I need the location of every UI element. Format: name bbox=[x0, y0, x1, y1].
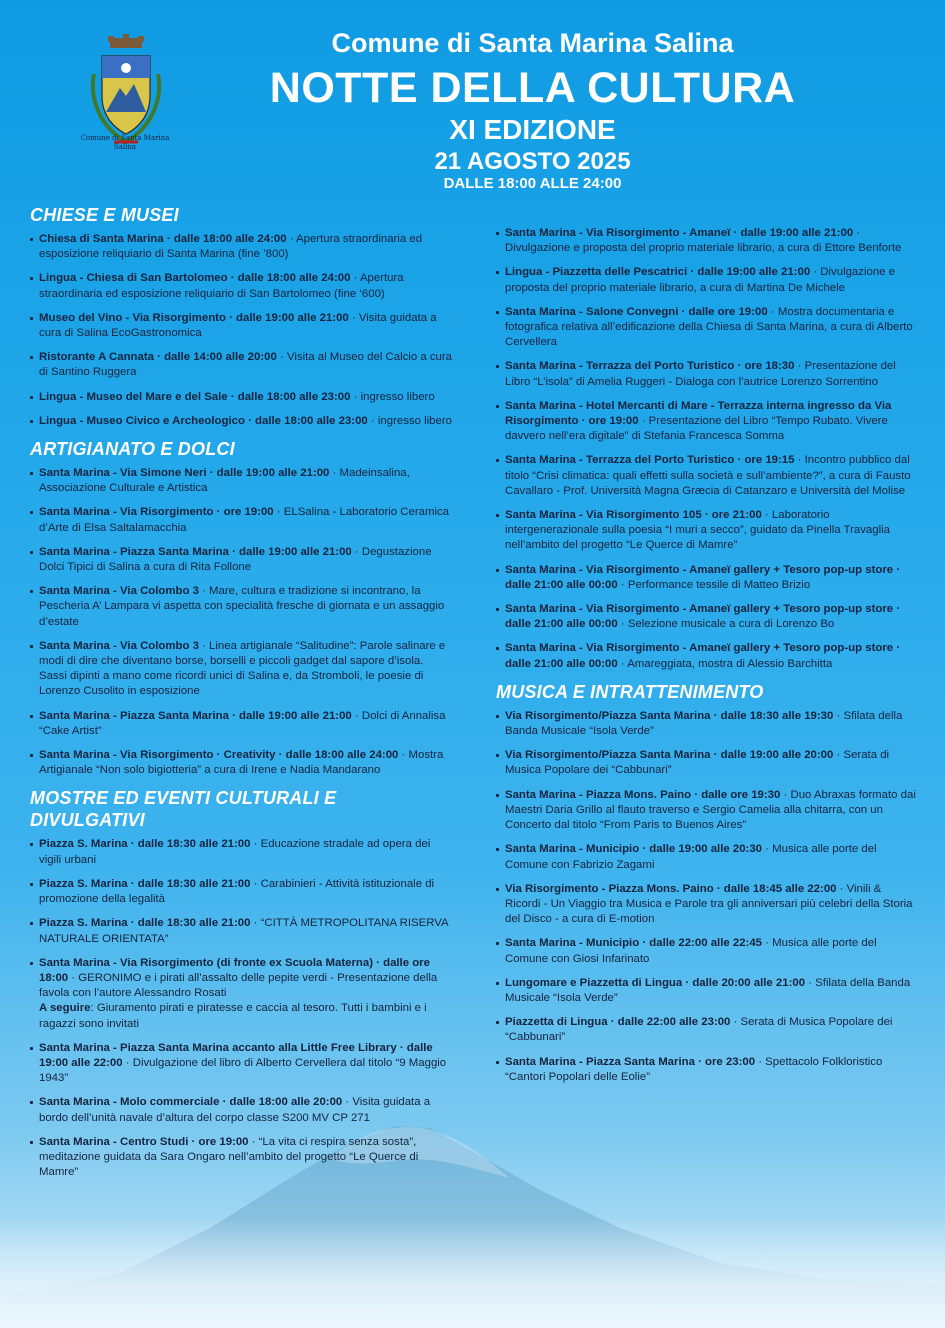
event-item bbox=[28, 1041, 453, 1087]
event-description: · Linea artigianale “Salitudine”: Parole salinare e modi di dire che diventano borse, borselli e piccoli gadget dal sapore d’isola. Sassi dipinti a mano come ricordi unici di Salina e, da Stromboli, le poesie di Lorenzo Cusolito in esposizione bbox=[39, 639, 446, 698]
event-time: DALLE 18:00 ALLE 24:00 bbox=[443, 175, 622, 192]
event-description: · Educazione stradale ad opera dei vigili urbani bbox=[39, 838, 431, 866]
event-description: · Visita al Museo del Calcio a cura di Santino Ruggera bbox=[39, 351, 452, 379]
event-place-time: Santa Marina - Via Risorgimento (di fronte ex Scuola Materna) · dalle ore 18:00 bbox=[39, 956, 430, 984]
sea-background bbox=[0, 1218, 945, 1328]
event-description: · Apertura straordinaria ed esposizione reliquiario di Santa Marina (fine ’800) bbox=[39, 233, 423, 261]
event-place-time: Santa Marina - Via Risorgimento - Amaneï gallery + Tesoro pop-up store · dalle 21:00 alle 00:00 bbox=[505, 642, 901, 670]
event-item bbox=[494, 508, 919, 554]
event-item bbox=[494, 1055, 919, 1085]
event-description: · Amareggiata, mostra di Alessio Barchitta bbox=[617, 657, 833, 670]
event-item bbox=[494, 882, 919, 928]
crest-caption-line2: Salina bbox=[113, 143, 137, 151]
header bbox=[0, 0, 945, 200]
event-place-time: Piazza S. Marina · dalle 18:30 alle 21:00 bbox=[39, 917, 251, 930]
event-place-time: Via Risorgimento/Piazza Santa Marina · dalle 18:30 alle 19:30 bbox=[505, 709, 834, 722]
right-column bbox=[494, 226, 919, 1094]
event-place-time: Santa Marina - Hotel Mercanti di Mare - Terrazza interna ingresso da Via Risorgimento · ore 19:00 bbox=[505, 399, 892, 428]
event-place-time: Santa Marina - Municipio · dalle 19:00 alle 20:30 bbox=[505, 843, 763, 856]
event-item bbox=[28, 956, 453, 1032]
event-description: · Divulgazione e proposta del proprio materiale librario, a cura di Ettore Benforte bbox=[505, 227, 902, 255]
event-item bbox=[28, 709, 453, 739]
event-description: · Sfilata della Banda Musicale “Isola Verde” bbox=[505, 976, 911, 1004]
event-place-time: Piazza S. Marina · dalle 18:30 alle 21:00 bbox=[39, 838, 251, 851]
event-item bbox=[28, 584, 453, 630]
event-place-time: Santa Marina - Piazza Mons. Paino · dalle ore 19:30 bbox=[505, 788, 781, 801]
event-description: · Degustazione Dolci Tipici di Salina a cura di Rita Follone bbox=[39, 545, 432, 574]
event-place-time: Santa Marina - Via Risorgimento - Amaneï · dalle 19:00 alle 21:00 bbox=[505, 227, 854, 239]
event-item bbox=[494, 226, 919, 256]
event-description: · Mostra documentaria e fotografica relativa all’edificazione della Chiesa di Santa Marina, a cura di Alberto Cervellera bbox=[505, 305, 913, 349]
event-place-time: Santa Marina - Piazza Santa Marina · ore 23:00 bbox=[505, 1055, 756, 1068]
event-item bbox=[28, 350, 453, 380]
event-item bbox=[28, 837, 453, 867]
event-place-time: Santa Marina - Via Risorgimento - Amaneï gallery + Tesoro pop-up store · dalle 21:00 alle 00:00 bbox=[505, 603, 901, 631]
event-place-time: Santa Marina - Molo commerciale · dalle 18:00 alle 20:00 bbox=[39, 1096, 343, 1109]
event-list-chiese bbox=[28, 232, 453, 429]
event-description: · Sfilata della Banda Musicale “Isola Verde” bbox=[505, 709, 903, 738]
event-item bbox=[494, 709, 919, 739]
event-place-time: Via Risorgimento/Piazza Santa Marina · dalle 19:00 alle 20:00 bbox=[505, 749, 834, 762]
event-list-mostre-right bbox=[494, 226, 919, 672]
event-place-time: Piazzetta di Lingua · dalle 22:00 alle 23:00 bbox=[505, 1016, 731, 1029]
event-description: · Dolci di Annalisa “Cake Artist” bbox=[39, 709, 446, 737]
event-list-mostre-left bbox=[28, 837, 453, 1180]
event-place-time: Santa Marina - Centro Studi · ore 19:00 bbox=[39, 1135, 249, 1148]
event-item bbox=[28, 466, 453, 496]
event-date: 21 AGOSTO 2025 bbox=[434, 148, 631, 175]
event-description: · Presentazione del Libro “Tempo Rubato. Vivere davvero nell’era digitale” di Stefania Francesca Somma bbox=[505, 415, 888, 443]
event-item bbox=[494, 265, 919, 295]
event-item bbox=[494, 641, 919, 671]
event-place-time: Lungomare e Piazzetta di Lingua · dalle 20:00 alle 21:00 bbox=[505, 976, 806, 989]
event-place-time: Museo del Vino - Via Risorgimento · dalle 19:00 alle 21:00 bbox=[39, 311, 349, 324]
event-followup-description: : Giuramento pirati e piratesse e caccia al tesoro. Tutti i bambini e i ragazzi sono invitati bbox=[39, 1002, 427, 1030]
event-description: · Laboratorio intergenerazionale sulla poesia “I muri a secco”, guidato da Pinella Travaglia nell’ambito del progetto “Le Querce di Mamre” bbox=[505, 509, 890, 552]
event-item bbox=[28, 505, 453, 535]
event-item bbox=[494, 602, 919, 632]
event-description: · Musica alle porte del Comune con Giosi Infarinato bbox=[505, 937, 877, 965]
event-description: · ingresso libero bbox=[367, 414, 452, 427]
event-item bbox=[494, 305, 919, 351]
event-followup-label: A seguire bbox=[39, 1002, 91, 1015]
event-item bbox=[28, 639, 453, 700]
event-item bbox=[28, 916, 453, 946]
event-list-musica bbox=[494, 709, 919, 1085]
event-item bbox=[28, 877, 453, 907]
event-item bbox=[494, 453, 919, 499]
event-description: · Performance tessile di Matteo Brizio bbox=[617, 578, 811, 591]
event-description: · GERONIMO e i pirati all’assalto delle pepite verdi - Presentazione della favola con l’autore Alessandro Rosati bbox=[39, 971, 438, 1000]
event-description: · Madeinsalina, Associazione Culturale e Artistica bbox=[39, 467, 410, 495]
municipality-name: Comune di Santa Marina Salina bbox=[331, 28, 734, 58]
event-place-time: Lingua - Chiesa di San Bartolomeo · dalle 18:00 alle 24:00 bbox=[39, 272, 351, 285]
event-description: · Serata di Musica Popolare dei “Cabbunari” bbox=[505, 749, 890, 777]
event-description: · Mare, cultura e tradizione si incontrano, la Pescheria A’ Lampara vi aspetta con specialità fresche di giornata e un assaggio d’estate bbox=[39, 585, 445, 628]
event-item bbox=[28, 311, 453, 341]
event-description: · Divulgazione e proposta del proprio materiale librario, a cura di Martina De Michele bbox=[505, 266, 895, 294]
section-title-musica: MUSICA E INTRATTENIMENTO bbox=[496, 681, 764, 702]
event-item bbox=[494, 1015, 919, 1045]
event-description: · “CITTÀ METROPOLITANA RISERVA NATURALE ORIENTATA” bbox=[39, 917, 448, 945]
event-item bbox=[28, 414, 453, 429]
event-description: · Apertura straordinaria ed esposizione reliquiario di San Bartolomeo (fine ‘600) bbox=[39, 272, 404, 300]
event-item bbox=[494, 842, 919, 872]
event-item bbox=[494, 748, 919, 778]
event-place-time: Ristorante A Cannata · dalle 14:00 alle 20:00 bbox=[39, 351, 277, 364]
event-item bbox=[28, 390, 453, 405]
event-title: NOTTE DELLA CULTURA bbox=[269, 64, 796, 112]
event-description: · Duo Abraxas formato dai Maestri Daria Grillo al flauto traverso e Sergio Camelia alla chitarra, con un Concerto dal titolo “From Paris to Buenos Aires” bbox=[505, 788, 916, 832]
event-place-time: Lingua - Piazzetta delle Pescatrici · dalle 19:00 alle 21:00 bbox=[505, 266, 811, 279]
event-item bbox=[494, 976, 919, 1006]
event-place-time: Chiesa di Santa Marina · dalle 18:00 alle 24:00 bbox=[39, 233, 287, 245]
event-description: · Vinili & Ricordi - Un Viaggio tra Musica e Parole tra gli anniversari più celebri della Storia del Disco - a cura di E-motion bbox=[505, 882, 913, 926]
event-place-time: Santa Marina - Piazza Santa Marina · dalle 19:00 alle 21:00 bbox=[39, 709, 352, 722]
event-description: · ELSalina - Laboratorio Ceramica d’Arte di Elsa Saltalamacchia bbox=[39, 506, 450, 534]
event-description: · Serata di Musica Popolare dei “Cabbunari” bbox=[505, 1016, 893, 1044]
event-item bbox=[28, 545, 453, 575]
event-description: · Musica alle porte del Comune con Fabrizio Zagami bbox=[505, 843, 877, 871]
event-description: · Mostra Artigianale “Non solo bigiotteria” a cura di Irene e Nadia Mandarano bbox=[39, 749, 444, 777]
event-item bbox=[28, 748, 453, 778]
event-item bbox=[494, 563, 919, 593]
event-item bbox=[28, 1135, 453, 1181]
event-list-artigianato bbox=[28, 466, 453, 778]
event-place-time: Santa Marina - Terrazza del Porto Turistico · ore 18:30 bbox=[505, 360, 795, 373]
event-place-time: Via Risorgimento - Piazza Mons. Paino · dalle 18:45 alle 22:00 bbox=[505, 882, 837, 895]
event-place-time: Santa Marina - Via Risorgimento 105 · ore 21:00 bbox=[505, 509, 762, 522]
event-description: · Selezione musicale a cura di Lorenzo Bo bbox=[617, 618, 835, 631]
event-place-time: Santa Marina - Terrazza del Porto Turistico · ore 19:15 bbox=[505, 454, 795, 467]
event-item bbox=[28, 232, 453, 262]
event-description: · ingresso libero bbox=[350, 390, 435, 403]
event-description: · Visita guidata a cura di Salina EcoGastronomica bbox=[39, 311, 437, 340]
event-description: · Visita guidata a bordo dell’unità navale d’altura del corpo classe S200 MV CP 271 bbox=[39, 1096, 431, 1124]
event-place-time: Santa Marina - Via Colombo 3 bbox=[39, 639, 199, 652]
event-item bbox=[494, 359, 919, 389]
event-place-time: Lingua - Museo del Mare e del Sale · dalle 18:00 alle 23:00 bbox=[39, 390, 351, 403]
event-item bbox=[494, 788, 919, 834]
event-place-time: Santa Marina - Piazza Santa Marina · dalle 19:00 alle 21:00 bbox=[39, 545, 352, 558]
event-item bbox=[494, 399, 919, 445]
event-place-time: Santa Marina - Via Risorgimento - Amaneï gallery + Tesoro pop-up store · dalle 21:00 alle 00:00 bbox=[505, 563, 901, 591]
section-title-mostre: MOSTRE ED EVENTI CULTURALI E DIVULGATIVI bbox=[30, 788, 337, 831]
event-place-time: Santa Marina - Via Risorgimento · Creativity · dalle 18:00 alle 24:00 bbox=[39, 749, 399, 762]
left-column bbox=[28, 200, 453, 1189]
event-description: · Carabinieri - Attività istituzionale di promozione della legalità bbox=[39, 877, 435, 906]
section-title-chiese: CHIESE E MUSEI bbox=[30, 205, 179, 225]
event-place-time: Santa Marina - Salone Convegni · dalle ore 19:00 bbox=[505, 305, 768, 318]
event-item bbox=[28, 271, 453, 301]
crest-caption-line1: Comune di Santa Marina bbox=[80, 134, 170, 142]
event-item bbox=[28, 1095, 453, 1125]
event-description: · Spettacolo Folkloristico “Cantori Popolari delle Eolie” bbox=[505, 1055, 883, 1083]
event-description: · Incontro pubblico dal titolo “Crisi climatica: quali effetti sulla società e sull’ambiente?”, a cura di Fausto Cavallaro - Prof. Università Magna Græcia di Catanzaro e Università del Molise bbox=[505, 454, 911, 497]
event-place-time: Lingua - Museo Civico e Archeologico · dalle 18:00 alle 23:00 bbox=[39, 414, 368, 427]
event-description: · Presentazione del Libro “L’isola” di Amelia Ruggeri - Dialoga con l’autrice Lorenzo Sorrentino bbox=[505, 360, 896, 388]
event-place-time: Santa Marina - Municipio · dalle 22:00 alle 22:45 bbox=[505, 937, 763, 950]
event-place-time: Santa Marina - Via Simone Neri · dalle 19:00 alle 21:00 bbox=[39, 467, 330, 480]
event-place-time: Piazza S. Marina · dalle 18:30 alle 21:00 bbox=[39, 877, 251, 890]
event-edition: XI EDIZIONE bbox=[449, 114, 616, 145]
event-item bbox=[494, 936, 919, 966]
event-place-time: Santa Marina - Piazza Santa Marina accanto alla Little Free Library · dalle 19:00 alle 22:00 bbox=[39, 1041, 433, 1069]
section-title-artigianato: ARTIGIANATO E DOLCI bbox=[30, 439, 235, 460]
event-description: · Divulgazione del libro di Alberto Cervellera dal titolo “9 Maggio 1943” bbox=[39, 1056, 447, 1085]
event-place-time: Santa Marina - Via Colombo 3 bbox=[39, 585, 199, 598]
event-description: · “La vita ci respira senza sosta”, meditazione guidata da Sara Ongaro nell’ambito del progetto “Le Querce di Mamre” bbox=[39, 1135, 419, 1179]
event-place-time: Santa Marina - Via Risorgimento · ore 19:00 bbox=[39, 506, 274, 519]
